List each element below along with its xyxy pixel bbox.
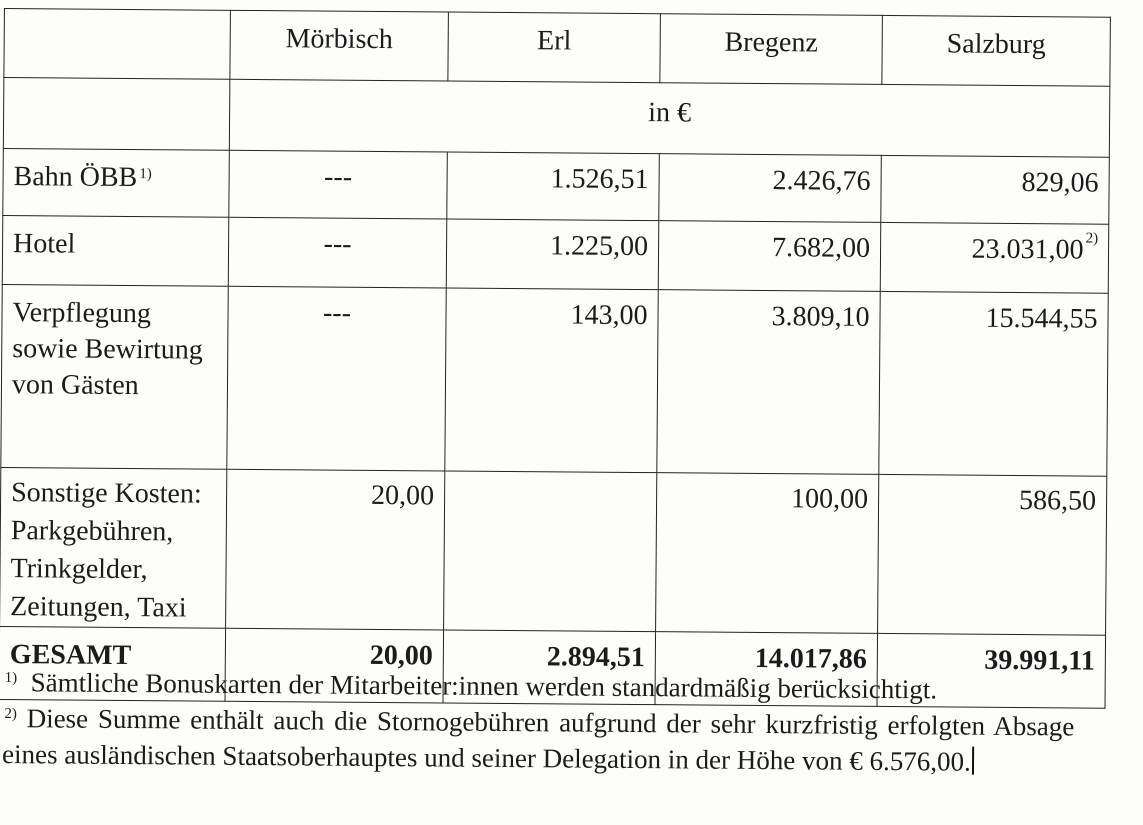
footnote-2-text: Diese Summe enthält auch die Stornogebühren aufgrund der sehr kurzfristig erfolgten Absage eines ausländischen Staatsoberhauptes und seiner Delegation in der Höhe von € 6.576,00. bbox=[1, 703, 1075, 777]
unit-row bbox=[3, 78, 1110, 158]
cell-verpflegung-bregenz: 3.809,10 bbox=[657, 290, 880, 475]
cell-hotel-salzburg-value: 23.031,00 bbox=[971, 233, 1084, 266]
footnote-marker-1: 1) bbox=[4, 670, 18, 687]
footnote-1-text: Sämtliche Bonuskarten der Mitarbeiter:innen werden standardmäßig berücksichtigt. bbox=[30, 667, 938, 705]
cell-total-erl: 2.894,51 bbox=[443, 630, 656, 705]
cell-verpflegung-erl: 143,00 bbox=[445, 288, 658, 473]
table-row-hotel bbox=[2, 216, 1109, 294]
cell-total-salzburg: 39.991,11 bbox=[877, 633, 1106, 708]
cell-verpflegung-salzburg: 15.544,55 bbox=[879, 291, 1108, 476]
cell-bahn-erl: 1.526,51 bbox=[447, 152, 660, 221]
row-label-text: Bahn ÖBB bbox=[13, 161, 138, 194]
row-label-line: Zeitungen, Taxi bbox=[10, 591, 187, 624]
row-label-line: Trinkgelder, bbox=[10, 553, 148, 586]
column-header-erl: Erl bbox=[448, 12, 661, 83]
travel-cost-table bbox=[0, 8, 1111, 709]
footnotes bbox=[2, 664, 1075, 780]
cell-hotel-erl: 1.225,00 bbox=[446, 219, 659, 290]
table-row-verpflegung bbox=[1, 285, 1108, 477]
cell-hotel-salzburg bbox=[880, 222, 1109, 293]
table-row-sonstige bbox=[0, 468, 1107, 636]
cell-total-bregenz: 14.017,86 bbox=[655, 632, 878, 707]
cell-bahn-salzburg: 829,06 bbox=[881, 155, 1110, 224]
column-header-salzburg: Salzburg bbox=[882, 15, 1111, 86]
column-header-bregenz: Bregenz bbox=[660, 14, 883, 85]
column-header-moerbisch: Mörbisch bbox=[230, 10, 449, 81]
row-label-sonstige bbox=[0, 468, 227, 629]
footnote-ref-1: 1) bbox=[139, 166, 152, 183]
cell-bahn-moerbisch: --- bbox=[229, 150, 448, 219]
footnote-2 bbox=[2, 700, 1075, 780]
footnote-marker-2: 2) bbox=[4, 706, 17, 723]
cell-sonstige-erl bbox=[444, 471, 657, 632]
cell-sonstige-salzburg: 586,50 bbox=[878, 474, 1107, 635]
cell-hotel-bregenz: 7.682,00 bbox=[658, 221, 881, 292]
corner-cell bbox=[4, 9, 231, 80]
header-row bbox=[4, 9, 1111, 87]
row-label-verpflegung: Verpflegung sowie Bewirtung von Gästen bbox=[1, 285, 228, 470]
cell-sonstige-moerbisch: 20,00 bbox=[226, 469, 445, 630]
footnote-ref-2: 2) bbox=[1085, 230, 1099, 247]
row-label-hotel: Hotel bbox=[2, 216, 229, 287]
row-label-line: Parkgebühren, bbox=[10, 515, 174, 548]
cell-hotel-moerbisch: --- bbox=[228, 217, 447, 288]
text-cursor bbox=[972, 747, 974, 775]
cell-total-moerbisch: 20,00 bbox=[225, 628, 444, 703]
row-label-total: GESAMT bbox=[0, 627, 226, 702]
row-label-line: Sonstige Kosten: bbox=[11, 477, 202, 510]
table-row-bahn bbox=[3, 149, 1109, 225]
cell-bahn-bregenz: 2.426,76 bbox=[659, 154, 882, 223]
cell-verpflegung-moerbisch: --- bbox=[227, 286, 446, 471]
unit-row-label-cell bbox=[3, 78, 230, 151]
row-label-bahn bbox=[3, 149, 230, 218]
cell-sonstige-bregenz: 100,00 bbox=[656, 473, 879, 634]
unit-label: in € bbox=[229, 79, 1110, 157]
